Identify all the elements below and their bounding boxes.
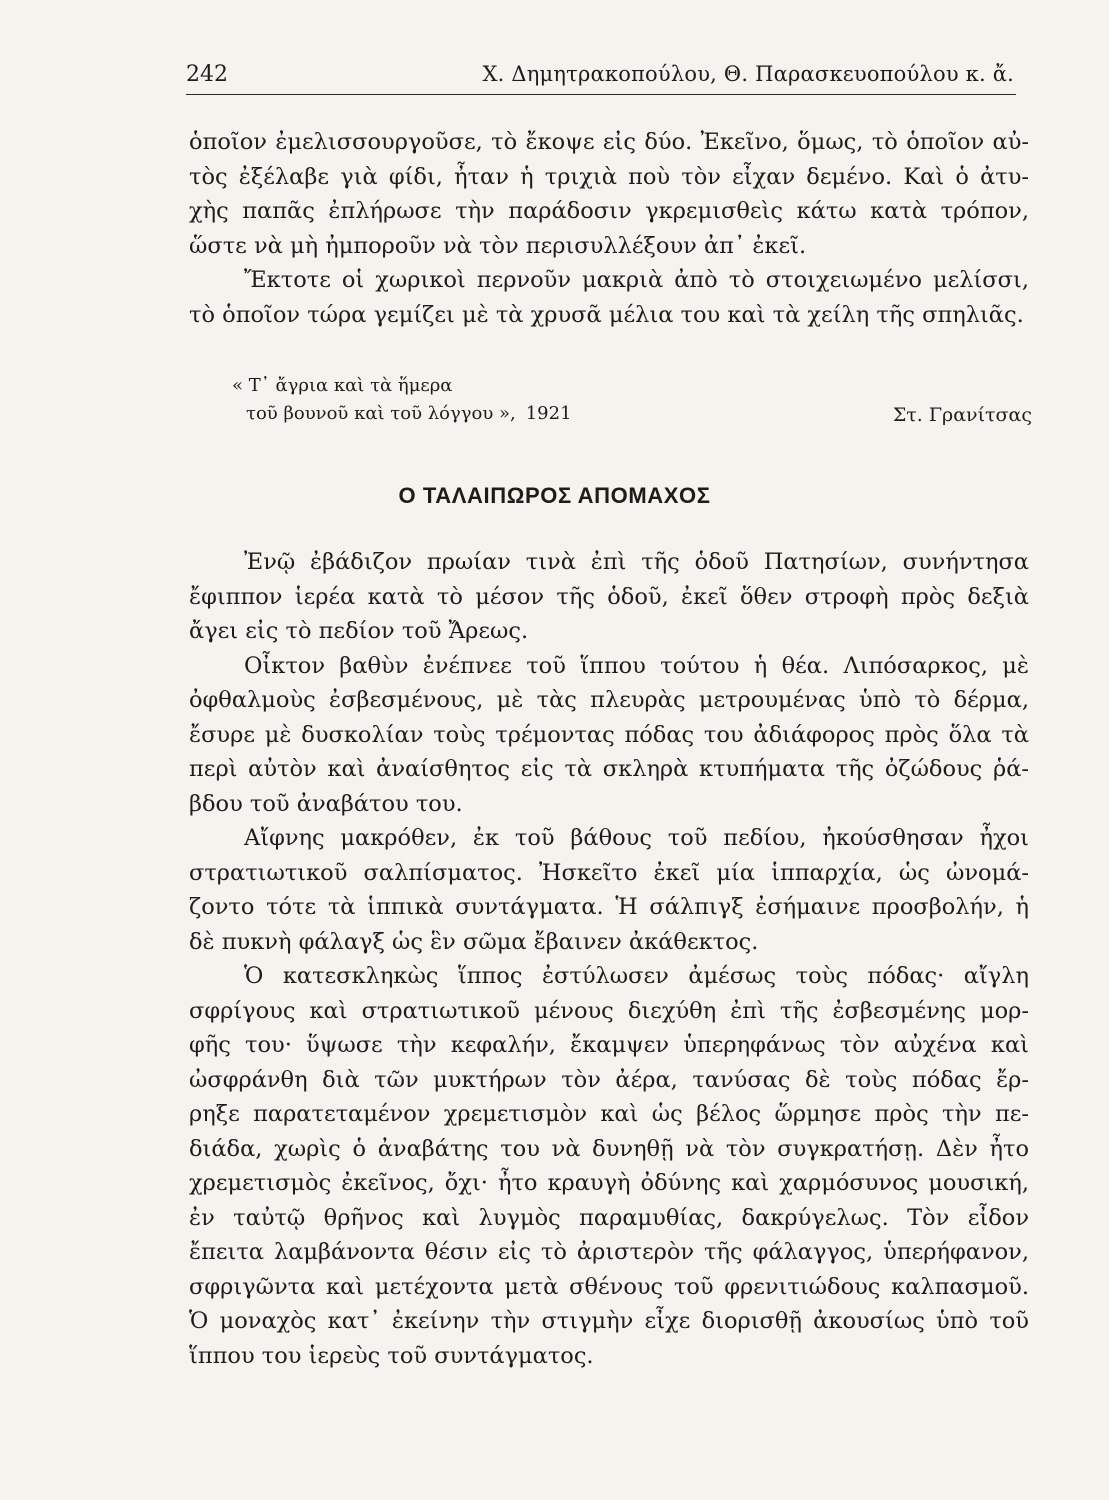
text-line: σφρίγους καὶ στρατιωτικοῦ μένους διεχύθη ἐπὶ τῆς ἐσβεσμένης μορ- bbox=[189, 997, 1029, 1024]
source-year: 1921 bbox=[525, 403, 572, 424]
text-line: Ὁ κατεσκληκὼς ἵππος ἐστύλωσεν ἀμέσως τοὺς πόδας· αἴγλη bbox=[244, 963, 1029, 989]
text-line: Οἶκτον βαθὺν ἐνέπνεε τοῦ ἵππου τούτου ἡ θέα. Λιπόσαρκος, μὲ bbox=[244, 652, 1029, 679]
text-line: τὸ ὁποῖον τώρα γεμίζει μὲ τὰ χρυσᾶ μέλια του καὶ τὰ χείλη τῆς σπηλιᾶς. bbox=[189, 301, 1024, 328]
text-line: φῆς του· ὕψωσε τὴν κεφαλήν, ἔκαμψεν ὑπερηφάνως τὸν αὐχένα καὶ bbox=[189, 1032, 1029, 1058]
text-line: ζοντο τότε τὰ ἱππικὰ συντάγματα. Ἡ σάλπιγξ ἐσήμαινε προσβολήν, ἡ bbox=[189, 894, 1029, 920]
text-line: στρατιωτικοῦ σαλπίσματος. Ἠσκεῖτο ἐκεῖ μία ἱππαρχία, ὡς ὠνομά- bbox=[189, 859, 1029, 886]
page-number: 242 bbox=[186, 62, 228, 87]
source-citation bbox=[232, 372, 1032, 428]
story-body bbox=[189, 545, 1029, 1373]
text-line: Ὁ μοναχὸς κατ᾽ ἐκείνην τὴν στιγμὴν εἶχε διορισθῇ ἀκουσίως ὑπὸ τοῦ bbox=[189, 1308, 1029, 1334]
text-line: δὲ πυκνὴ φάλαγξ ὡς ἓν σῶμα ἔβαινεν ἀκάθεκτος. bbox=[189, 928, 759, 955]
text-line: διάδα, χωρὶς ὁ ἀναβάτης του νὰ δυνηθῇ νὰ τὸν συγκρατήσῃ. Δὲν ἦτο bbox=[189, 1135, 1029, 1162]
text-line: ἵππου του ἱερεὺς τοῦ συντάγματος. bbox=[189, 1342, 594, 1369]
text-line: ὥστε νὰ μὴ ἠμποροῦν νὰ τὸν περισυλλέξουν ἀπ᾽ ἐκεῖ. bbox=[189, 232, 807, 259]
text-line: ρηξε παρατεταμένον χρεμετισμὸν καὶ ὡς βέλος ὥρμησε πρὸς τὴν πε- bbox=[189, 1101, 1029, 1127]
source-book-title-cont: τοῦ βουνοῦ καὶ τοῦ λόγγου », bbox=[246, 403, 516, 424]
story-ending bbox=[189, 125, 1029, 332]
text-line: χρεμετισμὸς ἐκεῖνος, ὄχι· ἦτο κραυγὴ ὀδύνης καὶ χαρμόσυνος μουσική, bbox=[189, 1170, 1029, 1196]
text-line: χὴς παπᾶς ἐπλήρωσε τὴν παράδοσιν γκρεμισθεὶς κάτω κατὰ τρόπον, bbox=[189, 198, 1029, 224]
running-title: Χ. Δημητρακοπούλου, Θ. Παρασκευοπούλου κ. ἄ. bbox=[482, 62, 1014, 86]
section-title: Ο ΤΑΛΑΙΠΩΡΟΣ ΑΠΟΜΑΧΟΣ bbox=[398, 483, 711, 508]
text-line: Ἐνῷ ἐβάδιζον πρωίαν τινὰ ἐπὶ τῆς ὁδοῦ Πατησίων, συνήντησα bbox=[244, 549, 1029, 575]
text-line: περὶ αὐτὸν καὶ ἀναίσθητος εἰς τὰ σκληρὰ κτυπήματα τῆς ὀζώδους ῥά- bbox=[189, 756, 1029, 782]
text-line: ὀφθαλμοὺς ἐσβεσμένους, μὲ τὰς πλευρὰς μετρουμένας ὑπὸ τὸ δέρμα, bbox=[189, 687, 1029, 713]
text-line: ἐν ταὐτῷ θρῆνος καὶ λυγμὸς παραμυθίας, δακρύγελως. Τὸν εἶδον bbox=[189, 1204, 1029, 1231]
text-line: σφριγῶντα καὶ μετέχοντα μετὰ σθένους τοῦ φρενιτιώδους καλπασμοῦ. bbox=[189, 1273, 1029, 1300]
text-line: τὸς ἐξέλαβε γιὰ φίδι, ἦταν ἡ τριχιὰ ποὺ τὸν εἶχαν δεμένο. Καὶ ὁ ἀτυ- bbox=[189, 163, 1029, 190]
text-line: βδου τοῦ ἀναβάτου του. bbox=[189, 790, 463, 817]
text-line: ὠσφράνθη διὰ τῶν μυκτήρων τὸν ἀέρα, τανύσας δὲ τοὺς πόδας ἔρ- bbox=[189, 1066, 1029, 1093]
text-line: ἔφιππον ἱερέα κατὰ τὸ μέσον τῆς ὁδοῦ, ἐκεῖ ὅθεν στροφὴ πρὸς δεξιὰ bbox=[189, 583, 1029, 610]
source-author: Στ. Γρανίτσας bbox=[892, 404, 1032, 426]
source-book-title: « Τ᾽ ἄγρια καὶ τὰ ἥμερα bbox=[232, 375, 453, 396]
running-head bbox=[186, 58, 1016, 95]
text-line: ἔπειτα λαμβάνοντα θέσιν εἰς τὸ ἀριστερὸν τῆς φάλαγγος, ὑπερήφανον, bbox=[189, 1239, 1029, 1265]
text-line: Αἴφνης μακρόθεν, ἐκ τοῦ βάθους τοῦ πεδίου, ἠκούσθησαν ἦχοι bbox=[244, 825, 1029, 851]
text-line: ἄγει εἰς τὸ πεδίον τοῦ Ἄρεως. bbox=[189, 618, 529, 644]
text-line: ἔσυρε μὲ δυσκολίαν τοὺς τρέμοντας πόδας του ἀδιάφορος πρὸς ὅλα τὰ bbox=[189, 721, 1029, 748]
text-line: ὁποῖον ἐμελισσουργοῦσε, τὸ ἔκοψε εἰς δύο. Ἐκεῖνο, ὅμως, τὸ ὁποῖον αὐ- bbox=[189, 129, 1029, 155]
text-line: Ἔκτοτε οἱ χωρικοὶ περνοῦν μακριὰ ἀπὸ τὸ στοιχειωμένο μελίσσι, bbox=[244, 267, 1029, 293]
